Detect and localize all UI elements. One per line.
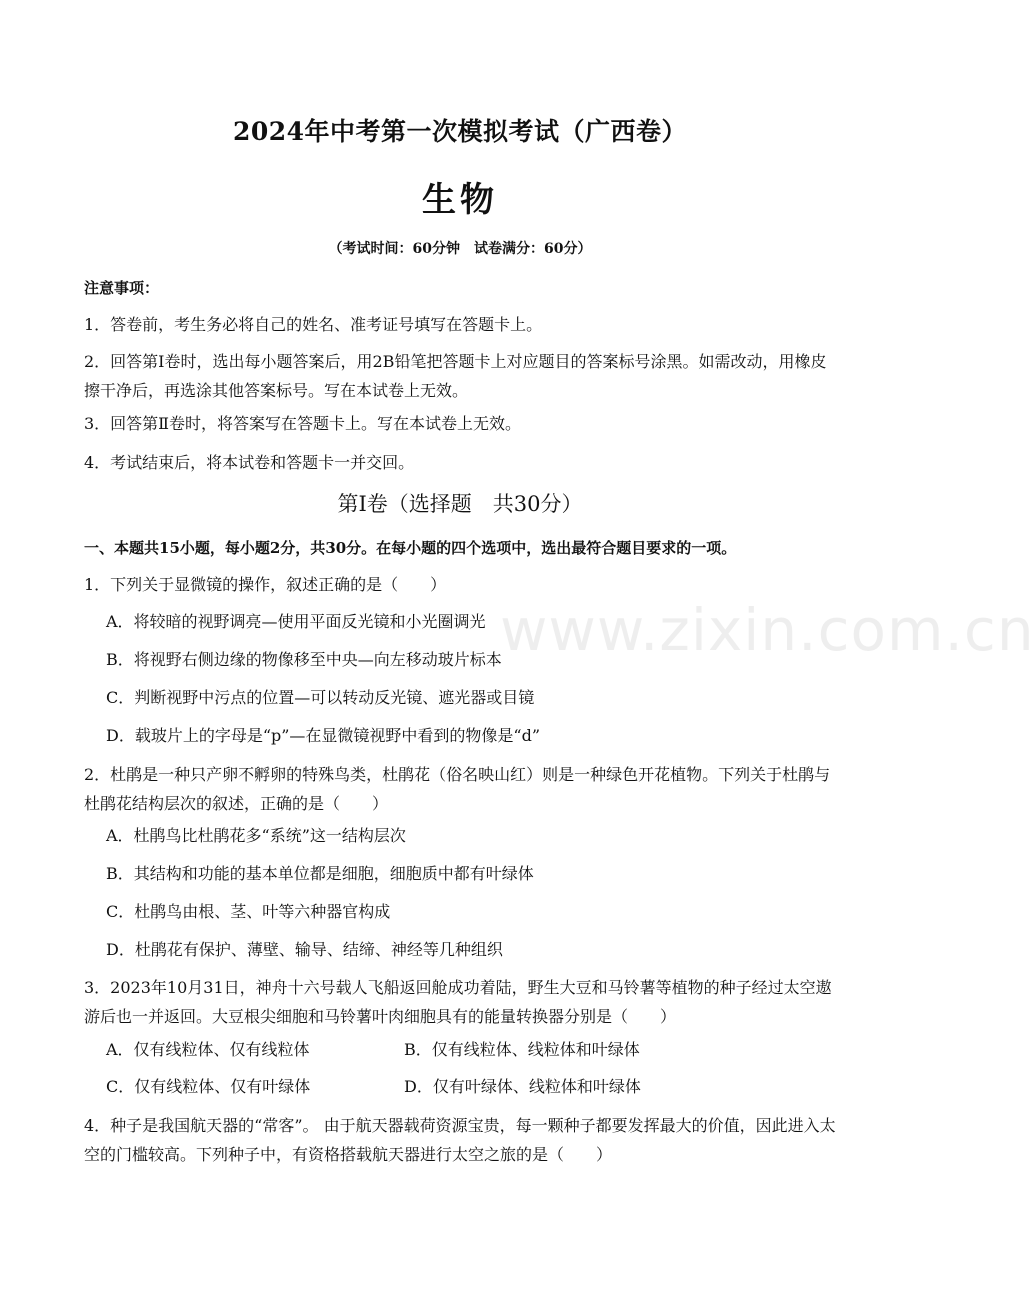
question-2-stem: 2．杜鹃是一种只产卵不孵卵的特殊鸟类，杜鹃花（俗名映山红）则是一种绿色开花植物。下列关于杜鹃与杜鹃花结构层次的叙述，正确的是（ ）: [84, 765, 831, 813]
question-2-option-c: C．杜鹃鸟由根、茎、叶等六种器官构成: [106, 902, 391, 921]
watermark: www.zixin.com.cn: [500, 596, 1035, 664]
question-2-option-b: B．其结构和功能的基本单位都是细胞，细胞质中都有叶绿体: [106, 864, 534, 883]
question-3-option-a: A．仅有线粒体、仅有线粒体: [106, 1040, 310, 1059]
question-1-option-d: D．载玻片上的字母是“p”—在显微镜视野中看到的物像是“d”: [106, 726, 541, 745]
section-title: 第Ⅰ卷（选择题 共30分）: [337, 492, 583, 516]
question-3-option-d: D．仅有叶绿体、线粒体和叶绿体: [404, 1077, 641, 1096]
question-2-option-a: A．杜鹃鸟比杜鹃花多“系统”这一结构层次: [106, 826, 406, 845]
notice-item-1: 1．答卷前，考生务必将自己的姓名、准考证号填写在答题卡上。: [84, 315, 543, 334]
question-3-stem: 3．2023年10月31日，神舟十六号载人飞船返回舱成功着陆，野生大豆和马铃薯等植物的种子经过太空遨游后也一并返回。大豆根尖细胞和马铃薯叶肉细胞具有的能量转换器分别是（ ）: [84, 978, 832, 1026]
question-2-option-d: D．杜鹃花有保护、薄壁、输导、结缔、神经等几种组织: [106, 940, 503, 959]
question-1-option-c: C．判断视野中污点的位置—可以转动反光镜、遮光器或目镜: [106, 688, 535, 707]
notice-item-2: 2．回答第Ⅰ卷时，选出每小题答案后，用2B铅笔把答题卡上对应题目的答案标号涂黑。如需改动，用橡皮擦干净后，再选涂其他答案标号。写在本试卷上无效。: [84, 352, 827, 400]
notice-heading: 注意事项：: [84, 279, 160, 297]
notice-item-3: 3．回答第Ⅱ卷时，将答案写在答题卡上。写在本试卷上无效。: [84, 414, 522, 433]
exam-info: （考试时间：60分钟 试卷满分：60分）: [328, 241, 592, 257]
question-3-option-b: B．仅有线粒体、线粒体和叶绿体: [404, 1040, 640, 1059]
question-1-option-b: B．将视野右侧边缘的物像移至中央—向左移动玻片标本: [106, 650, 502, 669]
question-1-stem: 1．下列关于显微镜的操作，叙述正确的是（ ）: [84, 575, 447, 594]
notice-item-4: 4．考试结束后，将本试卷和答题卡一并交回。: [84, 453, 415, 472]
section-intro: 一、本题共15小题，每小题2分，共30分。在每小题的四个选项中，选出最符合题目要求的一项。: [84, 539, 737, 557]
exam-title: 2024年中考第一次模拟考试（广西卷）: [232, 117, 688, 146]
question-4-stem: 4．种子是我国航天器的“常客”。 由于航天器载荷资源宝贵，每一颗种子都要发挥最大的价值，因此进入太空的门槛较高。下列种子中，有资格搭载航天器进行太空之旅的是（ ）: [84, 1116, 836, 1164]
subject-title: 生物: [422, 180, 498, 220]
question-3-option-c: C．仅有线粒体、仅有叶绿体: [106, 1077, 311, 1096]
question-1-option-a: A．将较暗的视野调亮—使用平面反光镜和小光圈调光: [106, 612, 486, 631]
